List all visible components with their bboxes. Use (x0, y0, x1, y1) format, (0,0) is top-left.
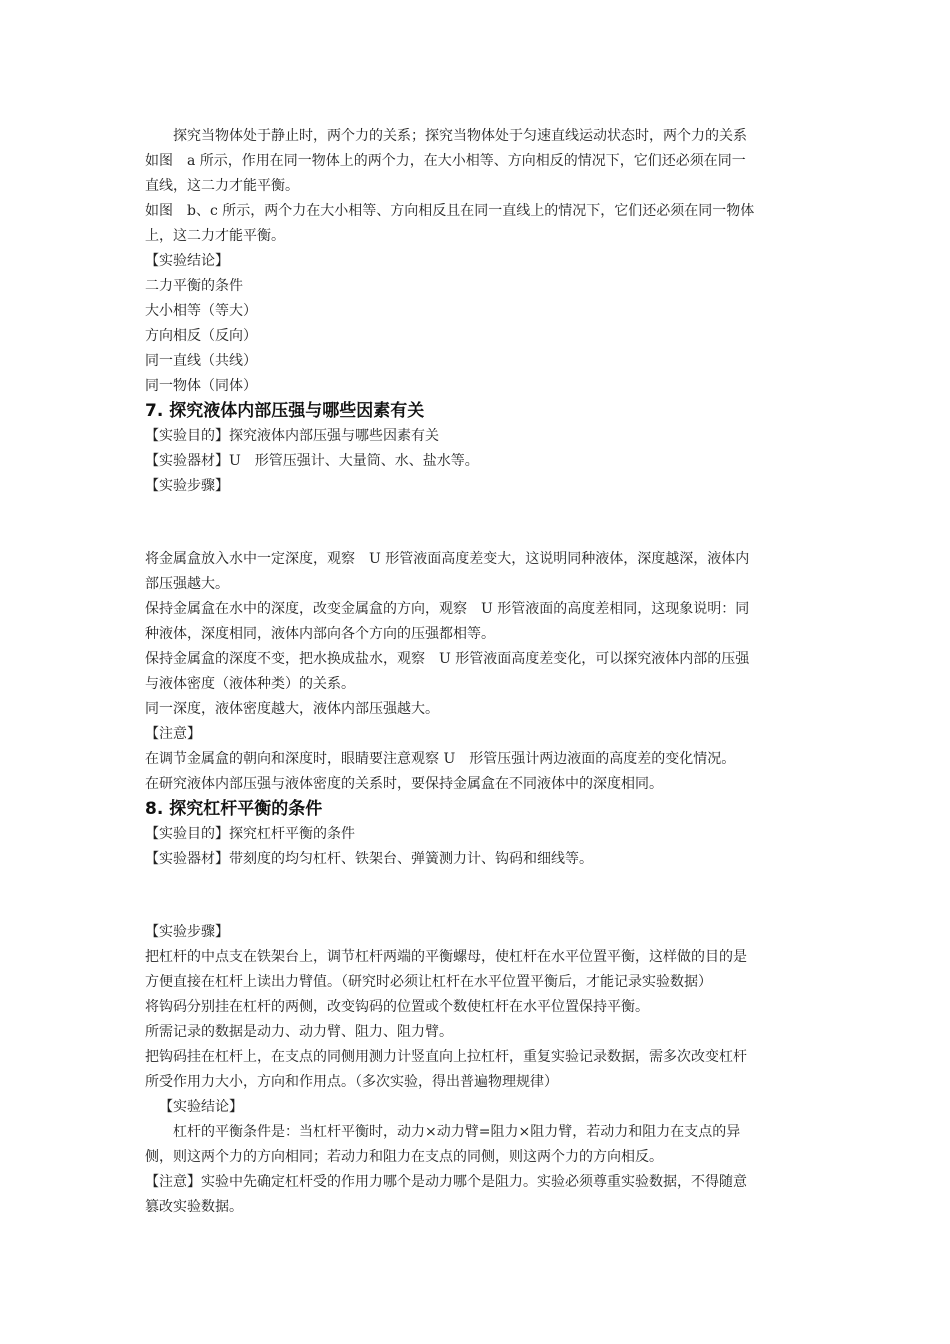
list-item: 二力平衡的条件 (145, 278, 243, 294)
paragraph-line: 杠杆的平衡条件是：当杠杆平衡时，动力×动力臂=阻力×阻力臂，若动力和阻力在支点的异 (173, 1124, 741, 1140)
list-item: 方向相反（反向） (145, 328, 257, 344)
paragraph-line: 上，这二力才能平衡。 (145, 228, 285, 244)
paragraph-line: 将金属盒放入水中一定深度，观察 U 形管液面高度差变大，这说明同种液体，深度越深，液体内 (145, 551, 750, 567)
document-page (145, 124, 810, 1220)
section-8-heading: 8. 探究杠杆平衡的条件 (145, 799, 323, 819)
paragraph-line: 保持金属盒的深度不变，把水换成盐水，观察 U 形管液面高度差变化，可以探究液体内部的压强 (145, 651, 750, 667)
paragraph-line: 在调节金属盒的朝向和深度时，眼睛要注意观察 U 形管压强计两边液面的高度差的变化情况。 (145, 751, 736, 767)
section-label: 【实验步骤】 (145, 478, 229, 494)
list-item: 同一物体（同体） (145, 378, 257, 394)
paragraph-line: 【实验器材】U 形管压强计、大量筒、水、盐水等。 (145, 453, 479, 469)
paragraph-line: 种液体，深度相同，液体内部向各个方向的压强都相等。 (145, 626, 495, 642)
paragraph-line: 【实验目的】探究杠杆平衡的条件 (145, 826, 355, 842)
paragraph-line: 探究当物体处于静止时，两个力的关系；探究当物体处于匀速直线运动状态时，两个力的关系 (173, 128, 747, 144)
paragraph-line: 篡改实验数据。 (145, 1199, 243, 1215)
paragraph-line: 如图 a 所示，作用在同一物体上的两个力，在大小相等、方向相反的情况下，它们还必须在同一 (145, 153, 746, 169)
figure-gap (145, 872, 810, 920)
section-7-heading: 7. 探究液体内部压强与哪些因素有关 (145, 401, 425, 421)
figure-gap (145, 499, 810, 547)
list-item: 大小相等（等大） (145, 303, 257, 319)
paragraph-line: 【注意】实验中先确定杠杆受的作用力哪个是动力哪个是阻力。实验必须尊重实验数据，不得随意 (145, 1174, 747, 1190)
paragraph-line: 把杠杆的中点支在铁架台上，调节杠杆两端的平衡螺母，使杠杆在水平位置平衡，这样做的目的是 (145, 949, 747, 965)
paragraph-line: 所需记录的数据是动力、动力臂、阻力、阻力臂。 (145, 1024, 453, 1040)
section-label: 【实验结论】 (145, 253, 229, 269)
section-label: 【实验步骤】 (145, 924, 229, 940)
section-label: 【注意】 (145, 726, 201, 742)
paragraph-line: 同一深度，液体密度越大，液体内部压强越大。 (145, 701, 439, 717)
paragraph-line: 把钩码挂在杠杆上，在支点的同侧用测力计竖直向上拉杠杆，重复实验记录数据，需多次改变杠杆 (145, 1049, 747, 1065)
paragraph-line: 方便直接在杠杆上读出力臂值。（研究时必须让杠杆在水平位置平衡后，才能记录实验数据） (145, 974, 712, 990)
paragraph-line: 与液体密度（液体种类）的关系。 (145, 676, 355, 692)
paragraph-line: 保持金属盒在水中的深度，改变金属盒的方向，观察 U 形管液面的高度差相同，这现象说明：同 (145, 601, 750, 617)
paragraph-line: 在研究液体内部压强与液体密度的关系时，要保持金属盒在不同液体中的深度相同。 (145, 776, 663, 792)
paragraph-line: 将钩码分别挂在杠杆的两侧，改变钩码的位置或个数使杠杆在水平位置保持平衡。 (145, 999, 649, 1015)
paragraph-line: 侧，则这两个力的方向相同；若动力和阻力在支点的同侧，则这两个力的方向相反。 (145, 1149, 663, 1165)
paragraph-line: 如图 b、c 所示，两个力在大小相等、方向相反且在同一直线上的情况下，它们还必须在同一物体 (145, 203, 755, 219)
paragraph-line: 【实验目的】探究液体内部压强与哪些因素有关 (145, 428, 439, 444)
paragraph-line: 【实验器材】带刻度的均匀杠杆、铁架台、弹簧测力计、钩码和细线等。 (145, 851, 593, 867)
list-item: 同一直线（共线） (145, 353, 257, 369)
paragraph-line: 直线，这二力才能平衡。 (145, 178, 299, 194)
paragraph-line: 所受作用力大小，方向和作用点。（多次实验，得出普遍物理规律） (145, 1074, 558, 1090)
section-label: 【实验结论】 (159, 1099, 243, 1115)
paragraph-line: 部压强越大。 (145, 576, 229, 592)
